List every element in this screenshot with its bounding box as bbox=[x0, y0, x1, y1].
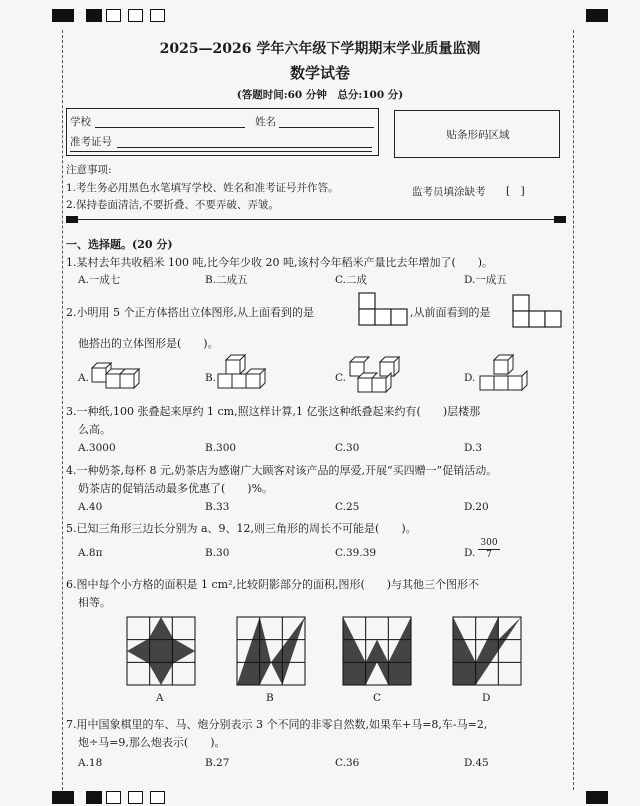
question-1-option-d[interactable]: D.一成五 bbox=[464, 274, 507, 286]
question-3-option-c[interactable]: C.30 bbox=[335, 442, 360, 454]
question-7-stem-line2: 炮÷马=9,那么炮表示( )。 bbox=[78, 736, 226, 749]
question-4-stem: 4.一种奶茶,每杯 8 元,奶茶店为感谢广大顾客对该产品的厚爱,开展“买四赠一”促销活动。 bbox=[66, 464, 498, 477]
figure-c-grid bbox=[343, 617, 411, 685]
figure-d-grid bbox=[453, 617, 521, 685]
question-1-option-a[interactable]: A.一成七 bbox=[78, 274, 121, 286]
question-7-option-d[interactable]: D.45 bbox=[464, 757, 489, 769]
question-1-stem: 1.某村去年共收稻米 100 吨,比今年少收 20 吨,该村今年稻米产量比去年增加了( )。 bbox=[66, 256, 494, 269]
top-view-figure bbox=[358, 292, 408, 328]
name-field[interactable] bbox=[279, 115, 374, 128]
student-info-box bbox=[66, 108, 379, 156]
barcode-area bbox=[394, 110, 560, 158]
question-5-fraction bbox=[478, 538, 500, 561]
figure-b-label[interactable]: B bbox=[266, 692, 274, 704]
fill-square-1 bbox=[106, 9, 121, 22]
exam-number-label: 准考证号 bbox=[70, 136, 112, 148]
fraction-numerator: 300 bbox=[478, 538, 500, 550]
question-6-stem-line2: 相等。 bbox=[78, 596, 111, 609]
question-5-option-c[interactable]: C.39.39 bbox=[335, 547, 377, 559]
figure-d-label[interactable]: D bbox=[482, 692, 491, 704]
question-4-option-a[interactable]: A.40 bbox=[78, 501, 103, 513]
proctor-absent-box[interactable]: [ ] bbox=[506, 185, 525, 197]
question-5-option-a[interactable]: A.8π bbox=[78, 547, 103, 559]
figure-c-label[interactable]: C bbox=[373, 692, 382, 704]
fill-square-6 bbox=[150, 791, 165, 804]
exam-title: 2025—2026 学年六年级下学期期末学业质量监测 bbox=[159, 41, 481, 57]
corner-mark-bottom-left-2 bbox=[86, 791, 102, 804]
barcode-label: 贴条形码区域 bbox=[446, 129, 510, 141]
exam-subtitle: 数学试卷 bbox=[289, 64, 350, 82]
question-5-option-d[interactable]: D. bbox=[464, 547, 476, 559]
question-6-stem: 6.图中每个小方格的面积是 1 cm²,比较阴影部分的面积,图形( )与其他三个图形不 bbox=[66, 578, 480, 591]
fill-square-4 bbox=[106, 791, 121, 804]
question-2-stem-part2: ,从前面看到的是 bbox=[410, 306, 491, 319]
question-4-option-c[interactable]: C.25 bbox=[335, 501, 360, 513]
option-a-cubes bbox=[90, 356, 150, 392]
front-view-figure bbox=[512, 294, 562, 328]
school-label: 学校 bbox=[70, 116, 91, 128]
question-7-stem: 7.用中国象棋里的车、马、炮分别表示 3 个不同的非零自然数,如果车+马=8,车-马=2, bbox=[66, 718, 488, 731]
figure-b-grid bbox=[237, 617, 305, 685]
corner-mark-top-right bbox=[586, 9, 608, 22]
question-2-option-d[interactable]: D. bbox=[464, 372, 476, 384]
separator-mark-left bbox=[66, 216, 78, 223]
question-7-option-b[interactable]: B.27 bbox=[205, 757, 230, 769]
question-5-stem: 5.已知三角形三边长分别为 a、9、12,则三角形的周长不可能是( )。 bbox=[66, 522, 417, 535]
corner-mark-bottom-left bbox=[52, 791, 74, 804]
question-2-stem-line2: 他搭出的立体图形是( )。 bbox=[78, 337, 219, 350]
figure-a-label[interactable]: A bbox=[156, 692, 164, 704]
option-d-cubes bbox=[476, 352, 536, 392]
question-1-option-c[interactable]: C.二成 bbox=[335, 274, 367, 286]
question-2-stem-part1: 2.小明用 5 个正方体搭出立体图形,从上面看到的是 bbox=[66, 306, 314, 319]
note-1: 1.考生务必用黑色水笔填写学校、姓名和准考证号并作答。 bbox=[66, 182, 339, 194]
question-3-option-d[interactable]: D.3 bbox=[464, 442, 483, 454]
separator-line bbox=[78, 219, 554, 220]
question-3-option-a[interactable]: A.3000 bbox=[78, 442, 116, 454]
exam-info: (答题时间:60 分钟 总分:100 分) bbox=[236, 89, 404, 101]
question-3-option-b[interactable]: B.300 bbox=[205, 442, 237, 454]
option-b-cubes bbox=[216, 354, 276, 392]
corner-mark-top-left-2 bbox=[86, 9, 102, 22]
proctor-label: 监考员填涂缺考 bbox=[412, 186, 486, 198]
fraction-denominator: 7 bbox=[486, 550, 492, 560]
fill-square-2 bbox=[128, 9, 143, 22]
corner-mark-bottom-right bbox=[586, 791, 608, 804]
question-2-option-c[interactable]: C. bbox=[335, 372, 346, 384]
school-field[interactable] bbox=[95, 115, 245, 128]
question-4-option-d[interactable]: D.20 bbox=[464, 501, 489, 513]
question-4-option-b[interactable]: B.33 bbox=[205, 501, 230, 513]
fill-square-5 bbox=[128, 791, 143, 804]
question-7-option-a[interactable]: A.18 bbox=[78, 757, 103, 769]
question-3-stem-line2: 么高。 bbox=[78, 423, 111, 436]
question-5-option-b[interactable]: B.30 bbox=[205, 547, 230, 559]
question-2-option-b[interactable]: B. bbox=[205, 372, 217, 384]
exam-number-field-2 bbox=[70, 141, 372, 152]
question-7-option-c[interactable]: C.36 bbox=[335, 757, 360, 769]
question-3-stem: 3.一种纸,100 张叠起来厚约 1 cm,照这样计算,1 亿张这种纸叠起来约有( )层楼那 bbox=[66, 405, 481, 418]
separator-mark-right bbox=[554, 216, 566, 223]
notes-heading: 注意事项: bbox=[66, 164, 112, 176]
option-c-cubes bbox=[346, 354, 406, 394]
section-heading: 一、选择题。(20 分) bbox=[66, 238, 173, 251]
note-2: 2.保持卷面清洁,不要折叠、不要弄破、弄皱。 bbox=[66, 199, 279, 211]
corner-mark-top-left bbox=[52, 9, 74, 22]
fill-square-3 bbox=[150, 9, 165, 22]
question-1-option-b[interactable]: B.二成五 bbox=[205, 274, 248, 286]
name-label: 姓名 bbox=[255, 116, 276, 128]
question-2-option-a[interactable]: A. bbox=[78, 372, 89, 384]
question-4-stem-line2: 奶茶店的促销活动最多优惠了( )%。 bbox=[78, 482, 274, 495]
figure-a-grid bbox=[127, 617, 195, 685]
